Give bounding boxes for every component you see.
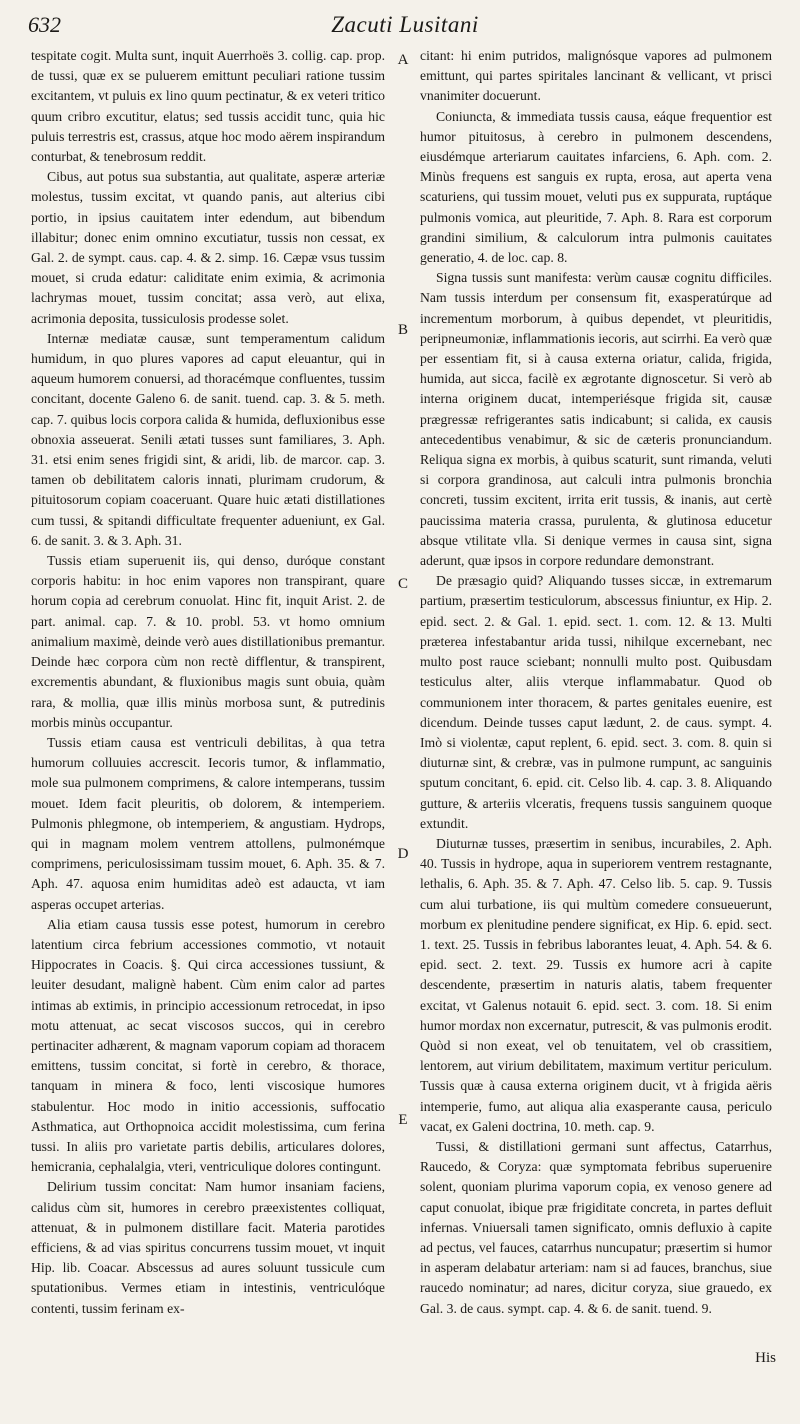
paragraph: Tussis etiam causa est ventriculi debilitas, à qua tetra humorum colluuies accrescit. Iecoris tumor, & inflammatio, mole sua pulmonem comprimens, & calore intemperans, tussim mouet. Idem facit pleuritis, ob dolorem, & intemperiem. Pulmonis phlegmone, ob intemperiem, & angustiam. Hydrops, qui in magnam molem ventrem attollens, pulmonémque comprimens, periculosissimam tussim mouet, 6. Aph. 35. & 7. Aph. 47. aquosa enim humiditas adeò est adaucta, vt iam asperas occupet arterias.	[31, 734, 385, 912]
paragraph: Tussi, & distillationi germani sunt affectus, Catarrhus, Raucedo, & Coryza: quæ symptomata febribus superuenire solent, quoniam plurima vaporum copia, ex venoso genere ad caput conuolat, ibique præ frigiditate concreta, in partes defluit infernas. Vniuersali tamen significato, omnis defluxio à capite ad pectus, vel fauces, catarrhus nuncupatur; præsertim si humor in asperam delabatur arteriam: nam si ad fauces, branchus, siue raucedo nominatur; ad nares, dicitur coryza, siue grauedo, ex Gal. 3. de caus. sympt. cap. 4. & 6. de sanit. tuend. 9.	[420, 1138, 772, 1316]
paragraph: Diuturnæ tusses, præsertim in senibus, incurabiles, 2. Aph. 40. Tussis in hydrope, aqua in superiorem ventrem restagnante, lethalis, 6. Aph. 35. & 7. Aph. 47. Celso lib. 5. cap. 9. Tussis cum alui turbatione, iis qui multùm comedere consueuerunt, morbum ex plenitudine pendere significat, ex Hip. 6. epid. sect. 1. text. 25. Tussis in febribus laborantes leuat, 4. Aph. 54. & 6. epid. sect. 2. text. 29. Tussis ex humore acri à capite descendente, præsertim in naturis alatis, tabem frequenter excitat, vt Galenus notauit 6. epid. sect. 3. com. 18. Si enim humor mordax non excernatur, putrescit, & vas pulmonis erodit. Quòd si non exeat, vel ob tenuitatem, vel ob crassitiem, lentorem, aut virium debilitatem, maximum vertitur periculum. Tussis quæ à causa externa originem ducit, vt à frigida aëris intemperie, fumo, aut aliqua alia exasperante causa, periculo vacat, ex Galeni doctrina, 10. meth. cap. 9.	[420, 835, 772, 1134]
paragraph: citant: hi enim putridos, malignósque vapores ad pulmonem emittunt, qui partes spiritales lancinant & vellicant, vt prisci vnanimiter docuerunt.	[420, 48, 772, 104]
paragraph: Signa tussis sunt manifesta: verùm causæ cognitu difficiles. Nam tussis interdum per consensum fit, exasperatúrque ad incrementum morborum, à quibus dependet, vt pleuritidis, peripneumoniæ, inflammationis iecoris, aut scirrhi. Ea verò quæ per essentiam fit, si à causa externa oriatur, calida, frigida, humida, aut sicca, facilè ex ægrotante dignoscetur. Si verò ab interna originem ducat, intemperiésque frigida sit, causæ prægressæ refrigerantes satis indicabunt; si calida, ex causis antecedentibus venabimur, & sic de cæteris pronunciandum. Reliqua signa ex morbis, à quibus scaturit, sunt rimanda, veluti si corpora grandinosa, aut calculi intra pulmonis bronchia concreti, tussim excitent, irrita erit tussis, & inanis, aut certè paucissima materia crassa, purulenta, & glutinosa educetur absque vtilitate vlla. Si denique vermes in causa sint, signa aderunt, quæ ipsos in corpore redundare demonstrant.	[420, 270, 772, 569]
paragraph: De præsagio quid? Aliquando tusses siccæ, in extremarum partium, præsertim testiculorum, abscessus finiuntur, ex Hip. 2. epid. sect. 2. & Gal. 1. epid. sect. 1. com. 12. & 13. Multi præterea infestabantur arida tussi, nihilque excernebant, nec multo post rauce sciebant; nonnulli multo post. Quibusdam testiculus alter, aliis vterque inflammabatur. Quod ob communionem inter thoracem, & partes genitales euenire, est dicendum. Deinde tusses caput lædunt, 2. de caus. sympt. 4. Imò si violentæ, caput replent, 6. epid. sect. 3. com. 8. quin si diuturnæ sint, & crebræ, vas in pulmone rumpunt, ac sanguinis sputum concitant, 6. epid. cit. Celso lib. 4. cap. 3. 8. Aliquando gutture, & arteriis vlceratis, frequens tussis sanguinem quoque extundit.	[420, 573, 772, 831]
page-number: 632	[28, 12, 61, 37]
margin-letter-e: E	[398, 1112, 408, 1128]
margin-letter-d: D	[397, 846, 409, 862]
page-header	[28, 12, 782, 42]
margin-letter-a: A	[397, 52, 409, 68]
paragraph: Coniuncta, & immediata tussis causa, eáque frequentior est humor pituitosus, à cerebro in pulmonem descendens, eiusdémque arteriarum cauitates infarciens, 6. Aph. com. 2. Minùs frequens est sanguis ex rupta, erosa, aut aperta vena scaturiens, qui tussim mouet, veluti pus ex suppurata, ruptáque pulmonis vomica, aut pleuritide, 7. Aph. 8. Rara est corporum grandini similium, & calculorum intra pulmonis cauitates generatio, 4. de loc. cap. 8.	[420, 108, 772, 266]
paragraph: Delirium tussim concitat: Nam humor insaniam faciens, calidus cùm sit, humores in cerebro præexistentes colliquat, attenuat, & in pulmonem distillare facit. Materia parotides efficiens, & ad vias spiritus concurrens tussim mouet, vt inquit Hip. lib. Coacar. Abscessus ad aures soluunt tussicule cum sputationibus. Vermes etiam in intestinis, ventriculóque contenti, tussim ferinam ex-	[31, 1179, 385, 1316]
paragraph: Internæ mediatæ causæ, sunt temperamentum calidum humidum, in quo plures vapores ad caput eleuantur, qui in aqueum humorem conuersi, ad thoracémque confluentes, tussim concitant, docente Galeno 6. de sanit. tuend. cap. 3. & 5. meth. cap. 7. quibus locis corpora calida & humida, defluxionibus esse obnoxia asseuerat. Senili ætati tusses sunt familiares, 3. Aph. 31. etsi enim senes frigidi sint, & aridi, lib. de marcor. cap. 3. tamen ob debilitatem caloris innati, plurimam crudorum, & pituitosorum copiam coaceruant. Quare huic ætati distillationes cum tussi, & spitandi difficultate frequenter adueniunt, ex Gal. 6. de sanit. 3. & 3. Aph. 31.	[31, 330, 385, 548]
margin-letter-b: B	[397, 322, 408, 338]
right-column	[420, 46, 772, 1319]
paragraph: tespitate cogit. Multa sunt, inquit Auerrhoës 3. collig. cap. prop. de tussi, quæ ex se puluerem emittunt peculiari ratione tussim excitantem, vt puluis ex lino quum pectinatur, & ex veteri tritico quum cribro excutitur, elatus; sed tussis accidit tunc, quia hic puluis terrestris est, crassus, atque hoc modo aërem inspirandum conturbat, & tenebrosum reddit.	[31, 48, 385, 165]
left-column	[31, 46, 385, 1319]
paragraph: Cibus, aut potus sua substantia, aut qualitate, asperæ arteriæ molestus, tussim excitat, vt quando panis, aut alterius cibi portio, in ipsius cauitatem inter edendum, aut bibendum illabitur; donec enim omnino excutiatur, tussis non cessat, ex Gal. 2. de sympt. caus. cap. 4. & 2. simp. 16. Cæpæ vsus tussim mouet, si cruda edatur: caliditate enim eximia, & acrimonia lachrymas mouet, tussim concitat; assa verò, aut elixa, acrimonia deposita, tussiculosis prodesse solet.	[31, 169, 385, 326]
running-title: Zacuti Lusitani	[331, 12, 479, 37]
paragraph: Tussis etiam superuenit iis, qui denso, duróque constant corporis habitu: in hoc enim vapores non transpirant, quare horum copia ad cerebrum conuolat. Hinc fit, inquit Arist. 2. de part. animal. cap. 7. & 10. probl. 53. vt homo omnium animalium maximè, deinde verò aues distillationibus premantur. Deinde hæc corpora cùm non rectè difflentur, & transpirent, excrementis abundant, & fluxionibus magis sunt obuia, quàm rara, & mollia, quæ illis minùs morbosa sunt, & putredinis morbis minùs occupantur.	[31, 553, 385, 730]
catchword: His	[755, 1350, 776, 1366]
margin-letter-c: C	[397, 576, 408, 592]
paragraph: Alia etiam causa tussis esse potest, humorum in cerebro latentium circa febrium accessiones commotio, vt notauit Hippocrates in Coacis. §. Qui circa accessiones tussiunt, & leuiter desudant, malignè habent. Cùm enim calor ad partes intimas ab extimis, in principio accessionum retrocedat, in ipso motu attenuat, ac secat viscosos succos, qui in cerebro pertinaciter adhærent, & magnam vaporum copiam ad thoracem emittens, tussim concitat, si fortè in cerebro, & thorace, tanquam in minera & foco, lenti viscosique humores stabulentur. Hoc modo in initio accessionis, suffocatio Asthmatica, aut Orthopnoica accidit molestissima, cum ferina tussi. In aliis pro varietate partis debilis, articulares dolores, hemicrania, cephalalgia, vteri, ventriculique dolores contingunt.	[31, 916, 385, 1175]
